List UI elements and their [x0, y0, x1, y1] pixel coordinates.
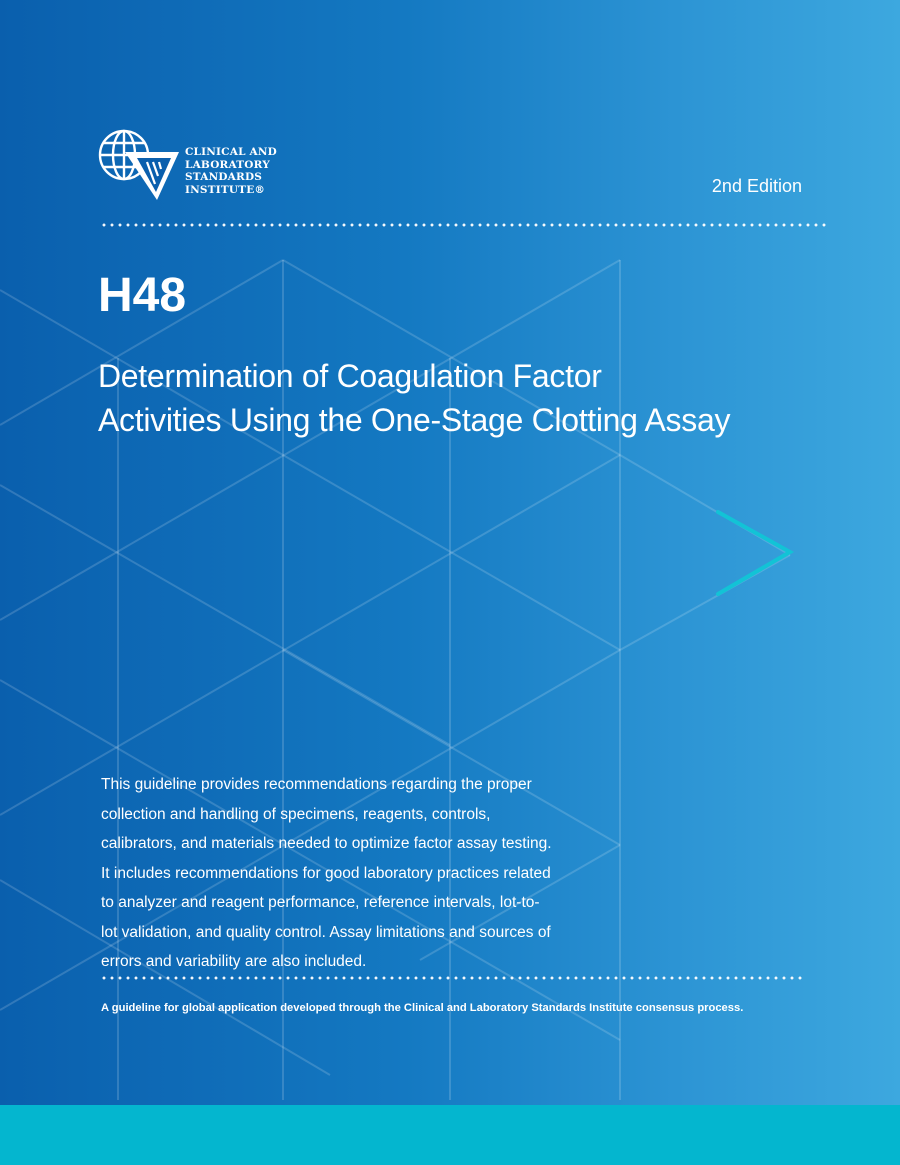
- title-line: Determination of Coagulation Factor: [98, 358, 602, 394]
- bottom-band: [0, 1105, 900, 1165]
- logo-line: STANDARDS: [185, 171, 263, 183]
- clsi-logo: [97, 126, 297, 206]
- document-title: [98, 354, 838, 442]
- logo-line: CLINICAL AND: [185, 146, 277, 158]
- document-description: [101, 770, 601, 977]
- logo-line: LABORATORY: [185, 158, 270, 171]
- logo-line: INSTITUTE®: [185, 183, 266, 196]
- edition-label: 2nd Edition: [711, 176, 802, 196]
- globe-logo-icon: [97, 126, 181, 202]
- logo-wordmark: [185, 146, 277, 196]
- document-code: H48: [98, 269, 187, 322]
- description-line: This guideline provides recommendations regarding the proper: [101, 776, 532, 793]
- chevron-accent: [718, 512, 790, 594]
- description-line: calibrators, and materials needed to optimize factor assay testing.: [101, 835, 552, 852]
- description-line: errors and variability are also included.: [101, 953, 367, 970]
- title-line: Activities Using the One-Stage Clotting Assay: [98, 402, 731, 438]
- description-line: to analyzer and reagent performance, reference intervals, lot-to-: [101, 894, 540, 911]
- dotted-divider-bottom: [100, 976, 806, 980]
- description-line: lot validation, and quality control. Assay limitations and sources of: [101, 923, 551, 941]
- dotted-divider-top: [100, 223, 826, 227]
- footer-note: A guideline for global application developed through the Clinical and Laboratory Standards Institute consensus process.: [101, 1002, 744, 1014]
- description-line: It includes recommendations for good laboratory practices related: [101, 864, 551, 882]
- description-line: collection and handling of specimens, reagents, controls,: [101, 805, 491, 823]
